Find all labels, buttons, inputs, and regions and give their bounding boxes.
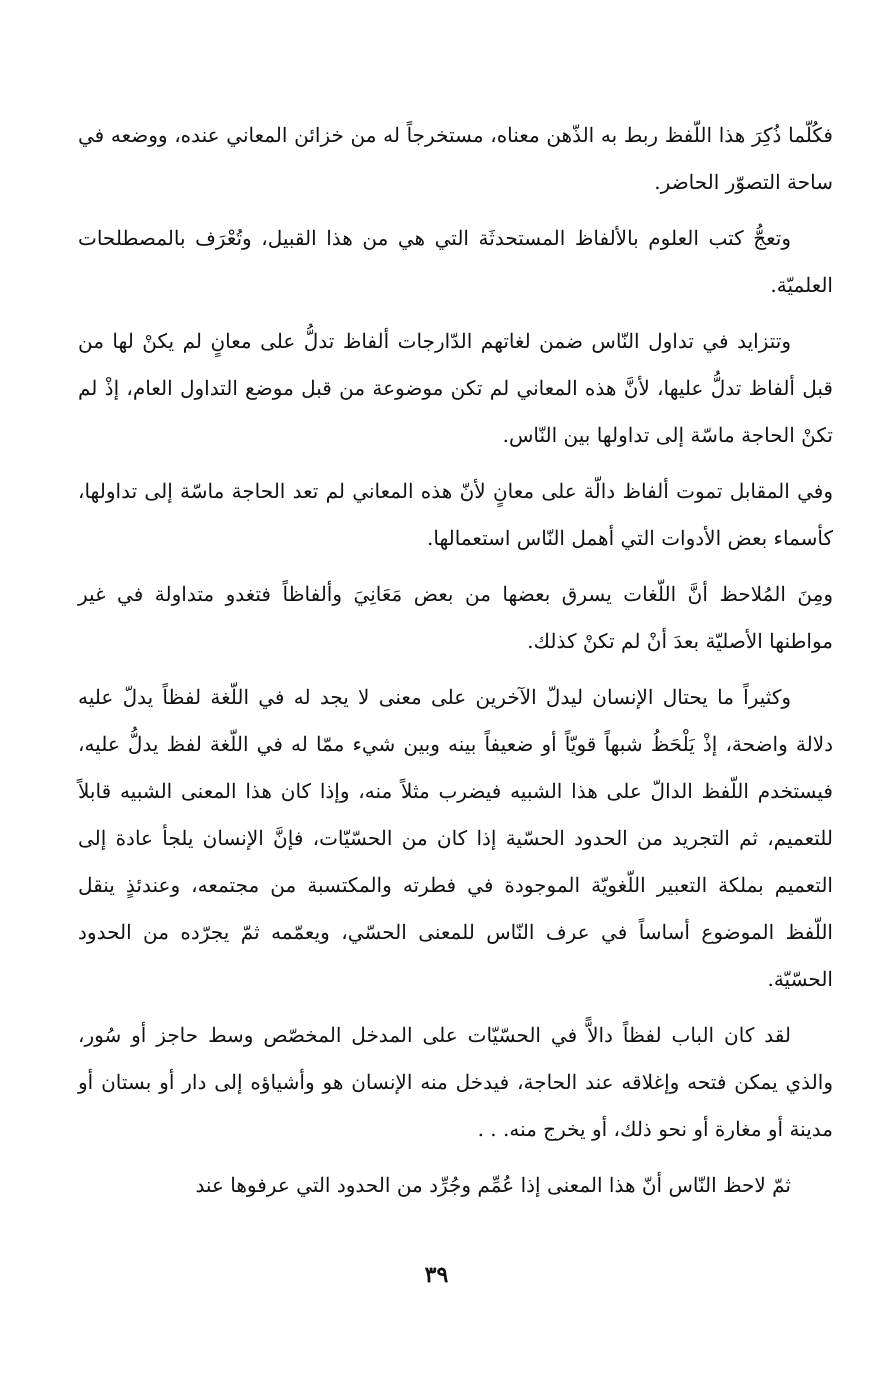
- paragraph-6: وكثيراً ما يحتال الإنسان ليدلّ الآخرين على معنى لا يجد له في اللّغة لفظاً يدلّ عليه دلالة واضحة، إذْ يَلْحَظُ شبهاً قويّاً أو ضعيفاً بينه وبين شيء ممّا له في اللّغة لفظ يدلُّ عليه، فيستخدم اللّفظ الدالّ على هذا الشبيه فيضرب مثلاً منه، وإذا كان هذا المعنى الشبيه قابلاً للتعميم، ثم التجريد من الحدود الحسّية إذا كان من الحسّيّات، فإنَّ الإنسان يلجأ عادة إلى التعميم بملكة التعبير اللّغويّة الموجودة في فطرته والمكتسبة من مجتمعه، وعندئذٍ ينقل اللّفظ الموضوع أساساً في عرف النّاس للمعنى الحسّي، ويعمّمه ثمّ يجرّده من الحدود الحسّيّة.: [78, 685, 834, 991]
- paragraph-7: لقد كان الباب لفظاً دالاًّ في الحسّيّات على المدخل المخصّص وسط حاجز أو سُور، والذي يمكن فتحه وإغلاقه عند الحاجة، فيدخل منه الإنسان هو وأشياؤه إلى دار أو بستان أو مدينة أو مغارة أو نحو ذلك، أو يخرج منه. . .: [78, 1023, 833, 1141]
- paragraph-4: وفي المقابل تموت ألفاظ دالّة على معانٍ لأنّ هذه المعاني لم تعد الحاجة ماسّة إلى تداولها، كأسماء بعض الأدوات التي أهمل النّاس استعمالها.: [78, 479, 833, 550]
- paragraph-8: ثمّ لاحظ النّاس أنّ هذا المعنى إذا عُمِّم وجُرِّد من الحدود التي عرفوها عند: [195, 1173, 791, 1197]
- paragraph-5: ومِنَ المُلاحظ أنَّ اللّغات يسرق بعضها من بعض مَعَانِيَ وألفاظاً فتغدو متداولة في غير مواطنها الأصليّة بعدَ أنْ لم تكنْ كذلك.: [78, 582, 833, 653]
- page-number: ٣٩: [424, 1262, 449, 1288]
- paragraph-3: وتتزايد في تداول النّاس ضمن لغاتهم الدّارجات ألفاظ تدلُّ على معانٍ لم يكنْ لها من قبل ألفاظ تدلُّ عليها، لأنَّ هذه المعاني لم تكن موضوعة من قبل موضع التداول العام، إذْ لم تكنْ الحاجة ماسّة إلى تداولها بين النّاس.: [78, 329, 833, 447]
- paragraph-2: وتعجُّ كتب العلوم بالألفاظ المستحدثَة التي هي من هذا القبيل، وتُعْرَف بالمصطلحات العلميّة.: [78, 226, 833, 297]
- paragraph-1: فكُلّما ذُكِرَ هذا اللّفظ ربط به الذّهن معناه، مستخرجاً له من خزائن المعاني عنده، ووضعه في ساحة التصوّر الحاضر.: [78, 123, 833, 194]
- page-body: [78, 112, 833, 1218]
